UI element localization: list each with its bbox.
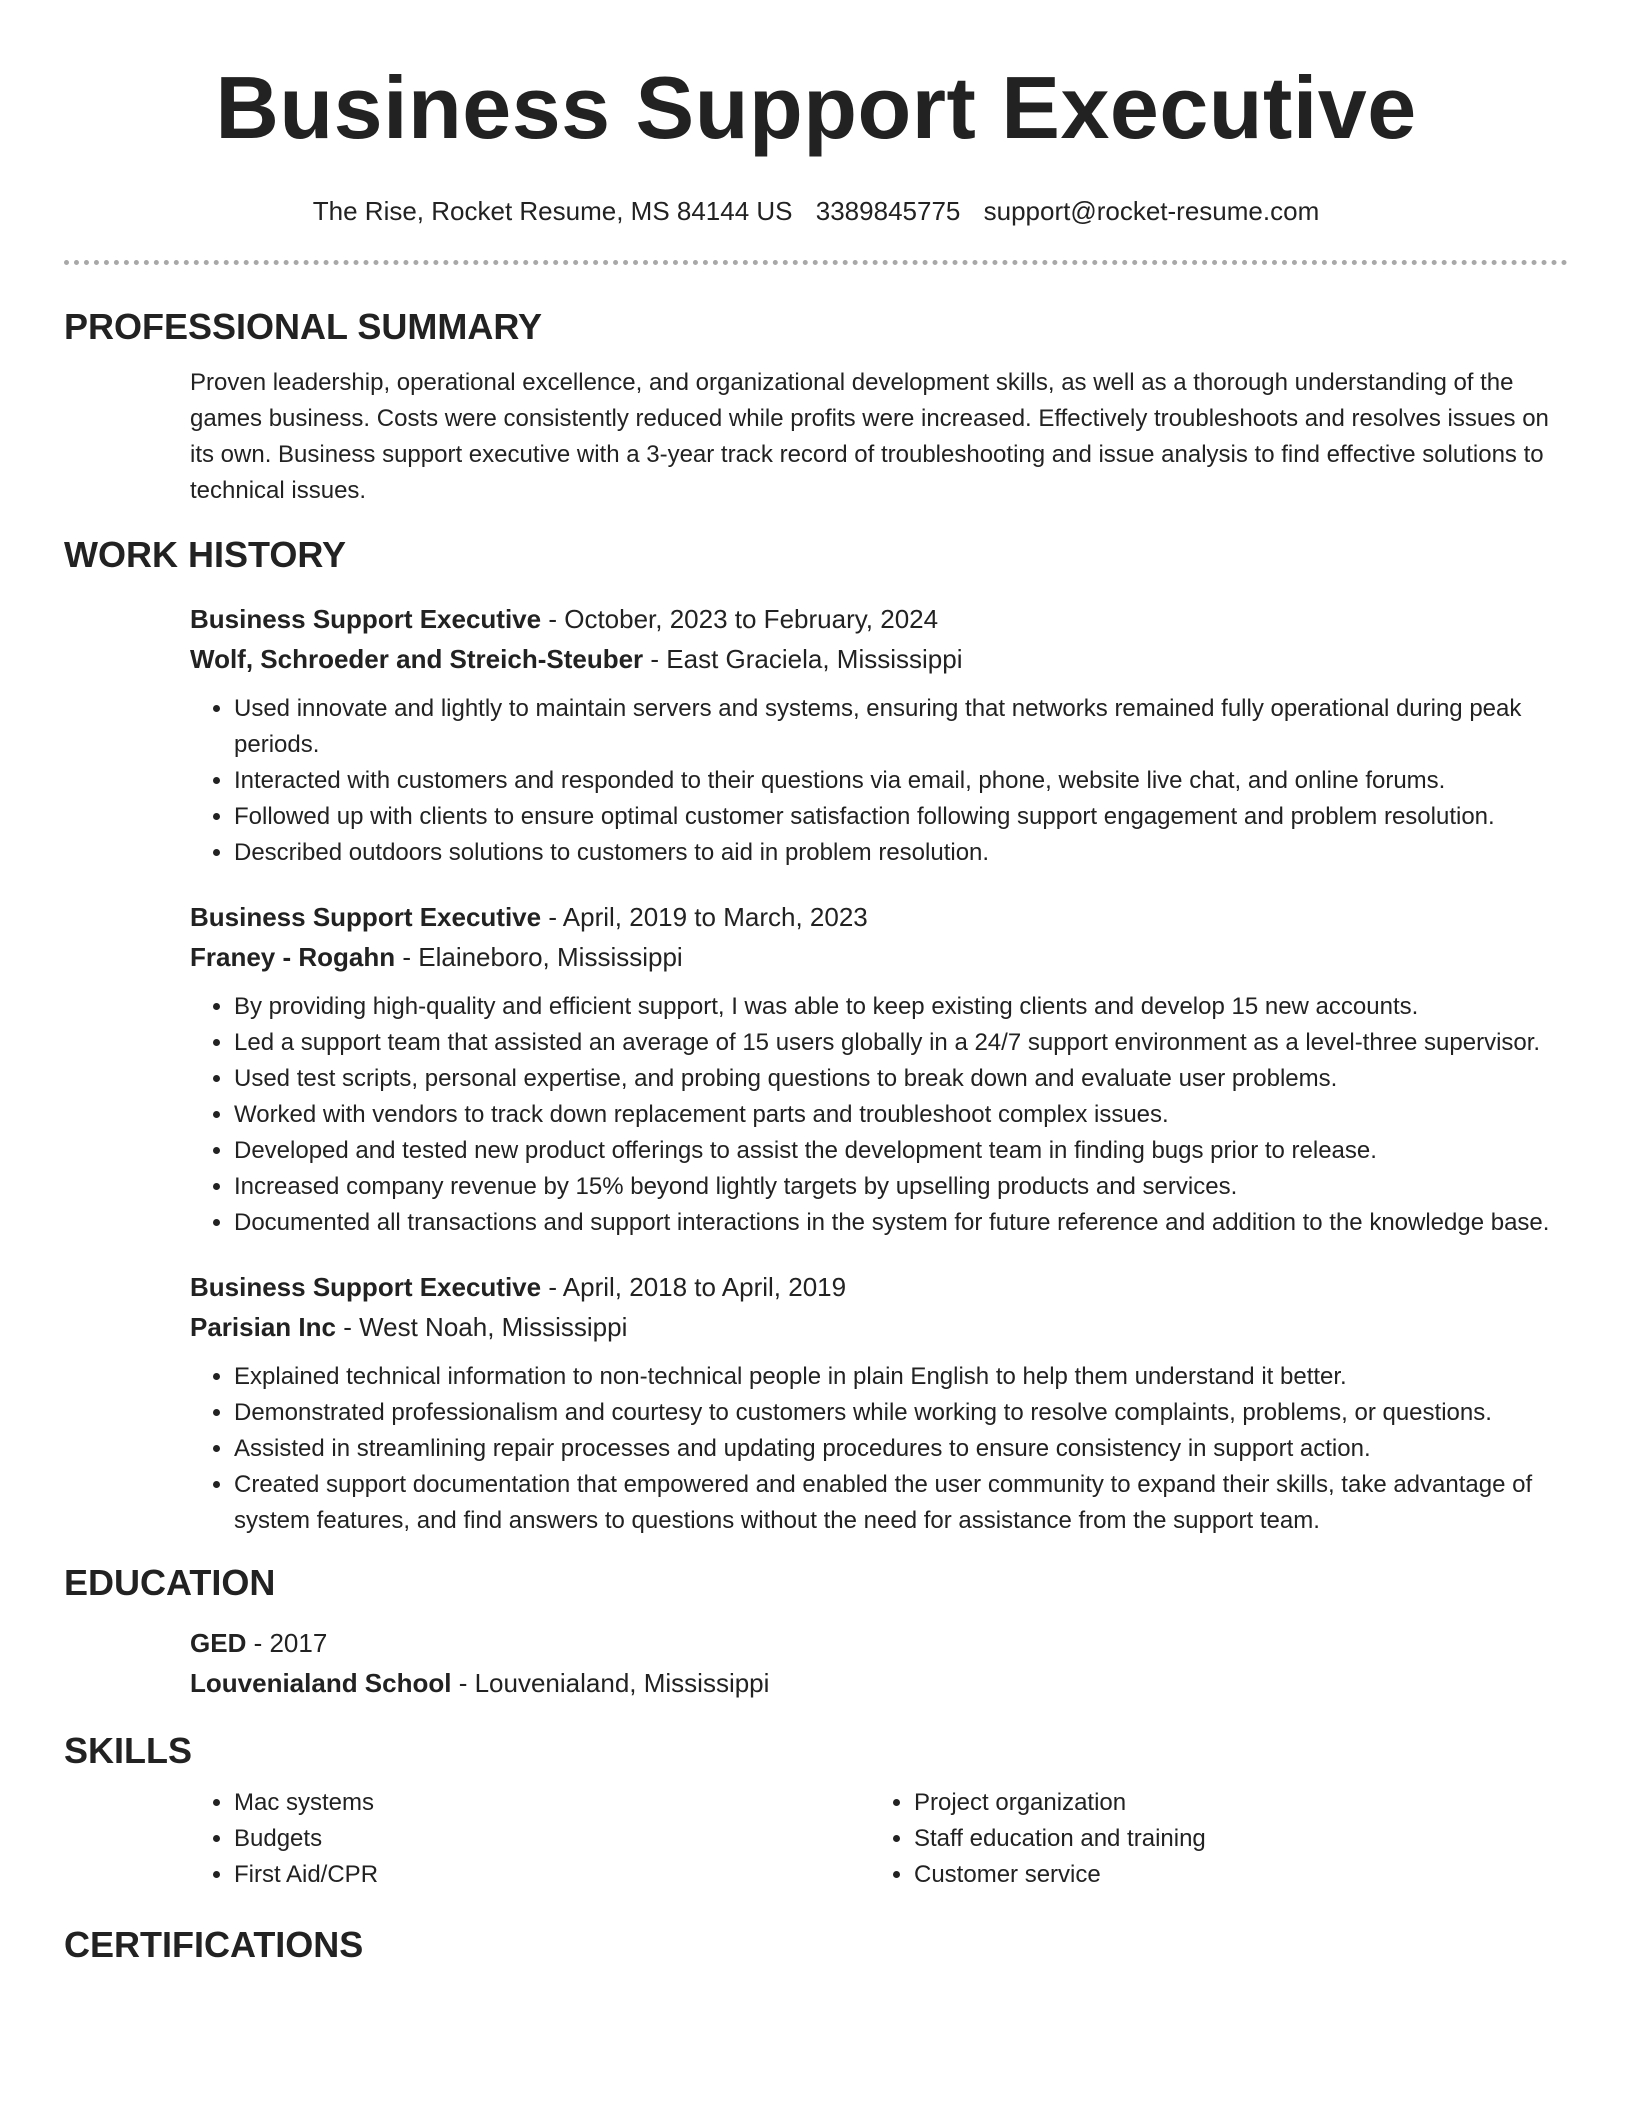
work-title: WORK HISTORY — [64, 534, 347, 575]
job-location: - East Graciela, Mississippi — [643, 644, 963, 674]
job-company-line — [190, 639, 1568, 679]
list-item: • Customer service — [914, 1857, 1514, 1893]
skills-column-left — [190, 1785, 870, 1893]
degree-year: - 2017 — [246, 1628, 328, 1658]
list-item: • Documented all transactions and support interactions in the system for future reference and addition to the knowledge base. — [234, 1205, 1568, 1241]
skills-list — [190, 1785, 1568, 1893]
job-role: Business Support Executive — [190, 1272, 542, 1302]
list-item: • Project organization — [914, 1785, 1514, 1821]
list-item: • Explained technical information to non-technical people in plain English to help them understand it better. — [234, 1359, 1568, 1395]
resume-page — [64, 0, 1568, 1967]
list-item: • Increased company revenue by 15% beyond lightly targets by upselling products and services. — [234, 1169, 1568, 1205]
skills-column-right — [870, 1785, 1514, 1893]
school-location: - Louvenialand, Mississippi — [451, 1668, 770, 1698]
list-item: • Staff education and training — [914, 1821, 1514, 1857]
job-bullets — [190, 989, 1568, 1241]
list-item: • Demonstrated professionalism and courtesy to customers while working to resolve complaints, problems, or questions. — [234, 1395, 1568, 1431]
job-role: Business Support Executive — [190, 604, 542, 634]
contact-email: support@rocket-resume.com — [983, 196, 1320, 226]
job-bullets — [190, 1359, 1568, 1539]
job-location: - Elaineboro, Mississippi — [395, 942, 683, 972]
job-title-line — [190, 599, 1568, 639]
job-company-line — [190, 937, 1568, 977]
job-dates: - April, 2018 to April, 2019 — [541, 1272, 847, 1302]
list-item: • Followed up with clients to ensure optimal customer satisfaction following support engagement and problem resolution. — [234, 799, 1568, 835]
certifications-title: CERTIFICATIONS — [64, 1924, 364, 1965]
contact-line — [64, 194, 1568, 228]
list-item: • Budgets — [234, 1821, 870, 1857]
summary-text: Proven leadership, operational excellence, and organizational development skills, as well as a thorough understanding of the games business. Costs were consistently reduced while profits were increased. Effectively troubleshoots and resolves issues on its own. Business support executive with a 3-year track record of troubleshooting and issue analysis to find effective solutions to technical issues. — [190, 369, 1549, 504]
job-company: Parisian Inc — [190, 1312, 336, 1342]
list-item: • By providing high-quality and efficient support, I was able to keep existing clients and develop 15 new accounts. — [234, 989, 1568, 1025]
list-item: • Used innovate and lightly to maintain servers and systems, ensuring that networks remained fully operational during peak periods. — [234, 691, 1568, 763]
education-section — [64, 1561, 1568, 1703]
list-item: • Interacted with customers and responded to their questions via email, phone, website live chat, and online forums. — [234, 763, 1568, 799]
degree: GED — [190, 1628, 247, 1658]
header-divider — [64, 260, 1568, 265]
job-company: Franey - Rogahn — [190, 942, 396, 972]
candidate-name: Business Support Executive — [215, 58, 1417, 157]
skills-section — [64, 1729, 1568, 1893]
job-dates: - April, 2019 to March, 2023 — [541, 902, 868, 932]
job-company-line — [190, 1307, 1568, 1347]
list-item: • Developed and tested new product offerings to assist the development team in finding bugs prior to release. — [234, 1133, 1568, 1169]
certifications-section — [64, 1923, 1568, 1967]
list-item: • Worked with vendors to track down replacement parts and troubleshoot complex issues. — [234, 1097, 1568, 1133]
degree-line — [190, 1623, 1568, 1663]
contact-address: The Rise, Rocket Resume, MS 84144 US — [312, 196, 793, 226]
school-name: Louvenialand School — [190, 1668, 452, 1698]
contact-phone: 3389845775 — [815, 196, 961, 226]
work-section — [64, 533, 1568, 1539]
job-role: Business Support Executive — [190, 902, 542, 932]
list-item: • Created support documentation that empowered and enabled the user community to expand their skills, take advantage of system features, and find answers to questions without the need for assistance from the support team. — [234, 1467, 1568, 1539]
job-entry — [64, 599, 1568, 871]
list-item: • Described outdoors solutions to customers to aid in problem resolution. — [234, 835, 1568, 871]
job-title-line — [190, 1267, 1568, 1307]
skills-title: SKILLS — [64, 1730, 193, 1771]
job-dates: - October, 2023 to February, 2024 — [541, 604, 939, 634]
job-bullets — [190, 691, 1568, 871]
list-item: • Mac systems — [234, 1785, 870, 1821]
job-location: - West Noah, Mississippi — [335, 1312, 628, 1342]
job-company: Wolf, Schroeder and Streich-Steuber — [190, 644, 644, 674]
list-item: • Led a support team that assisted an average of 15 users globally in a 24/7 support environment as a level-three supervisor. — [234, 1025, 1568, 1061]
education-title: EDUCATION — [64, 1562, 276, 1603]
job-entry — [64, 1267, 1568, 1539]
school-line — [190, 1663, 1568, 1703]
list-item: • First Aid/CPR — [234, 1857, 870, 1893]
list-item: • Used test scripts, personal expertise, and probing questions to break down and evaluate user problems. — [234, 1061, 1568, 1097]
list-item: • Assisted in streamlining repair processes and updating procedures to ensure consistency in support action. — [234, 1431, 1568, 1467]
job-title-line — [190, 897, 1568, 937]
job-entry — [64, 897, 1568, 1241]
summary-title: PROFESSIONAL SUMMARY — [64, 306, 543, 347]
summary-section — [64, 305, 1568, 509]
